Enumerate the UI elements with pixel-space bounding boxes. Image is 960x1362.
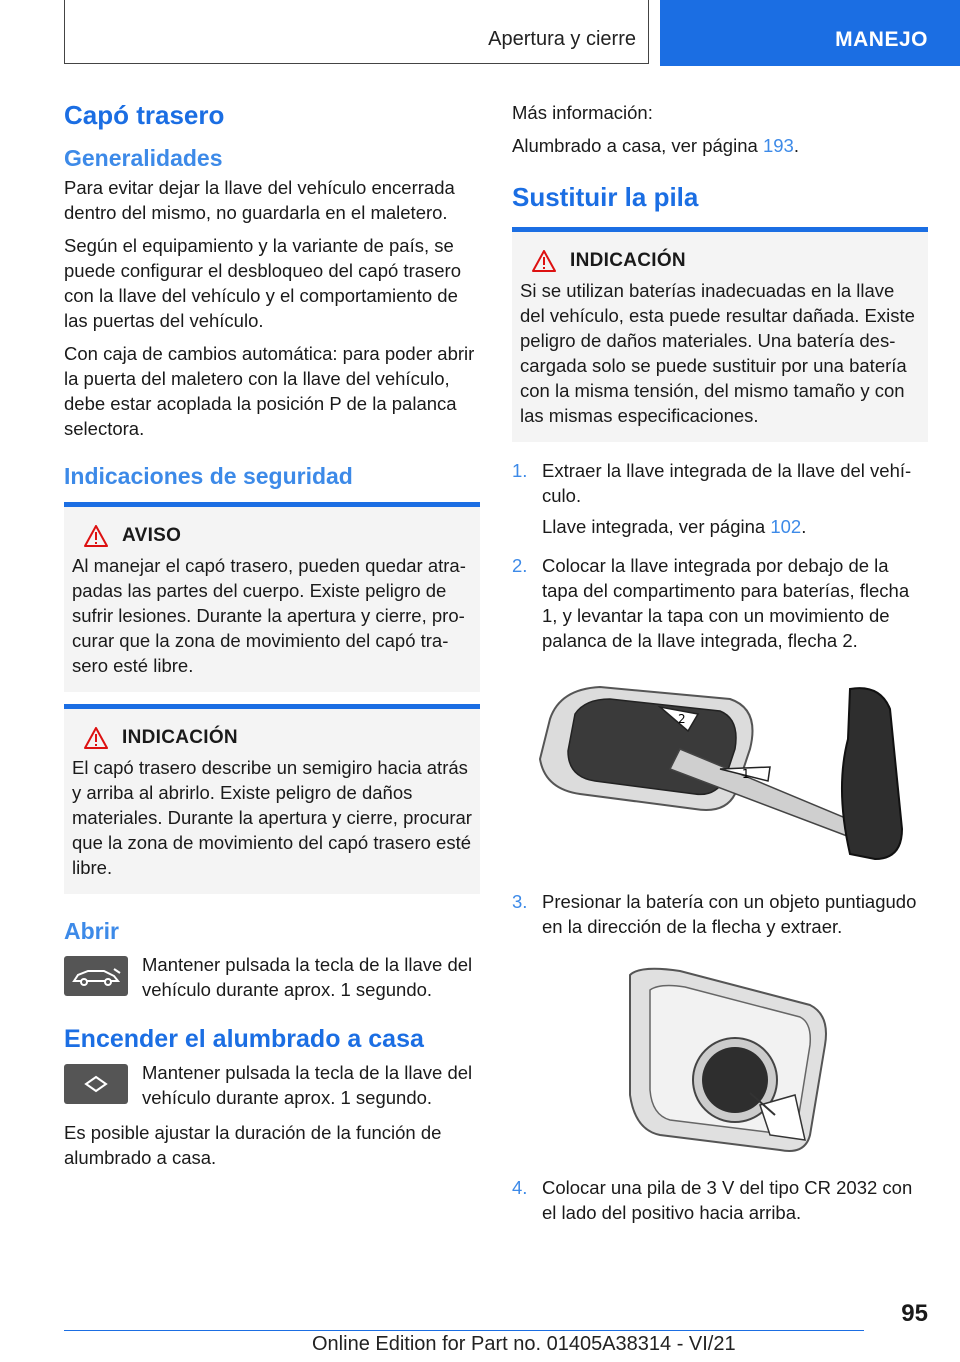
reference-text: Alumbrado a casa, ver página [512, 135, 763, 156]
warning-triangle-icon [84, 525, 108, 547]
abrir-row [64, 952, 480, 1002]
alumbrado-reference [512, 133, 928, 158]
step-reference [542, 514, 928, 539]
page-header [0, 0, 960, 66]
title-capo-trasero: Capó trasero [64, 100, 225, 130]
step-number: 4. [512, 1177, 528, 1199]
step-text: Colocar una pila de 3 V del tipo CR 2032 con el lado del positivo hacia arriba. [542, 1177, 913, 1224]
paragraph: Según el equipamiento y la variante de país, se puede configurar el desbloqueo del capó trasero con la llave del vehículo y el comportamiento de las puertas del vehículo. [64, 234, 462, 331]
paragraph: Para evitar dejar la llave del vehículo encerrada dentro del mismo, no guardarla en el maletero. [64, 176, 455, 223]
chapter-tab-label: MANEJO [835, 28, 928, 51]
step-number: 1. [512, 460, 528, 482]
indicacion-box [64, 704, 480, 894]
heading-alumbrado: Encender el alumbrado a casa [64, 1024, 424, 1053]
alumbrado-text: Mantener pulsada la tecla de la llave del vehículo durante aprox. 1 segundo. [142, 1061, 473, 1108]
indicacion-pila-text: Si se utilizan baterías inadecuadas en la llave del vehículo, esta puede resultar dañada. Existe peligro de daños materiales. Una batería descargada solo se puede sustituir por una batería con la misma tensión, del mismo tamaño y con las mismas especificaciones. [520, 280, 915, 427]
aviso-text: Al manejar el capó trasero, pueden quedar atrapadas las partes del cuerpo. Existe peligro de sufrir lesiones. Durante la apertura y cierre, procurar que la zona de movimiento del capó trasero esté libre. [72, 555, 466, 677]
reference-end: . [793, 135, 799, 156]
warning-triangle-icon [532, 250, 556, 272]
aviso-box [64, 502, 480, 692]
indicacion-text: El capó trasero describe un semigiro hacia atrás y arriba al abrirlo. Existe peligro de daños materiales. Durante la apertura y cierre, procurar que la zona de movimiento del capó trasero esté libre. [72, 757, 472, 879]
abrir-text: Mantener pulsada la tecla de la llave del vehículo durante aprox. 1 segundo. [142, 953, 473, 1000]
reference-end: . [801, 516, 807, 538]
step-1 [512, 458, 928, 545]
page-number: 95 [901, 1300, 928, 1327]
step-number: 3. [512, 891, 528, 913]
alumbrado-row [64, 1060, 480, 1110]
indicacion-pila-box [512, 227, 928, 442]
page-link-102[interactable]: 102 [770, 516, 802, 538]
right-column [512, 100, 928, 1239]
car-trunk-key-icon [64, 956, 128, 996]
arrow-label-2: 2 [678, 712, 686, 727]
title-sustituir-pila: Sustituir la pila [512, 182, 699, 212]
battery-compartment-illustration-icon [600, 965, 840, 1155]
section-title: Apertura y cierre [488, 28, 636, 50]
step-text: Presionar la batería con un objeto puntiagudo en la dirección de la flecha y extraer. [542, 891, 917, 938]
mas-info-label: Más información: [512, 102, 653, 123]
arrow-label-1: 1 [742, 767, 750, 782]
key-fob-illustration-icon [530, 679, 910, 869]
footer-divider [64, 1330, 864, 1331]
section-header-box [64, 0, 649, 64]
indicacion-pila-title: INDICACIÓN [570, 250, 686, 272]
light-key-icon [64, 1064, 128, 1104]
heading-generalidades: Generalidades [64, 145, 223, 172]
step-text: Colocar la llave integrada por debajo de la tapa del compartimento para baterías, flecha 1, y levantar la tapa con un movimiento de palanca de la llave integrada, flecha 2. [542, 555, 910, 652]
figure-battery [512, 965, 928, 1155]
step-2 [512, 553, 928, 659]
figure-key-open [512, 679, 928, 869]
footer-edition: Online Edition for Part no. 01405A38314 - VI/21 [312, 1333, 736, 1355]
step-number: 2. [512, 555, 528, 577]
step-text: Extraer la llave integrada de la llave del vehículo. [542, 460, 912, 507]
aviso-title: AVISO [122, 525, 182, 547]
chapter-tab[interactable] [660, 0, 960, 66]
indicacion-title: INDICACIÓN [122, 727, 238, 749]
alumbrado-paragraph: Es posible ajustar la duración de la función de alumbrado a casa. [64, 1121, 442, 1168]
paragraph: Con caja de cambios automática: para poder abrir la puerta del maletero con la llave del vehículo, debe estar acoplada la posición P de la palanca selectora. [64, 342, 475, 439]
page-link-193[interactable]: 193 [762, 135, 794, 156]
step-4 [512, 1175, 928, 1231]
left-column [64, 100, 480, 1178]
reference-text: Llave integrada, ver página [542, 516, 771, 538]
heading-seguridad: Indicaciones de seguridad [64, 462, 353, 489]
warning-triangle-icon [84, 727, 108, 749]
step-3 [512, 889, 928, 945]
heading-abrir: Abrir [64, 918, 119, 945]
